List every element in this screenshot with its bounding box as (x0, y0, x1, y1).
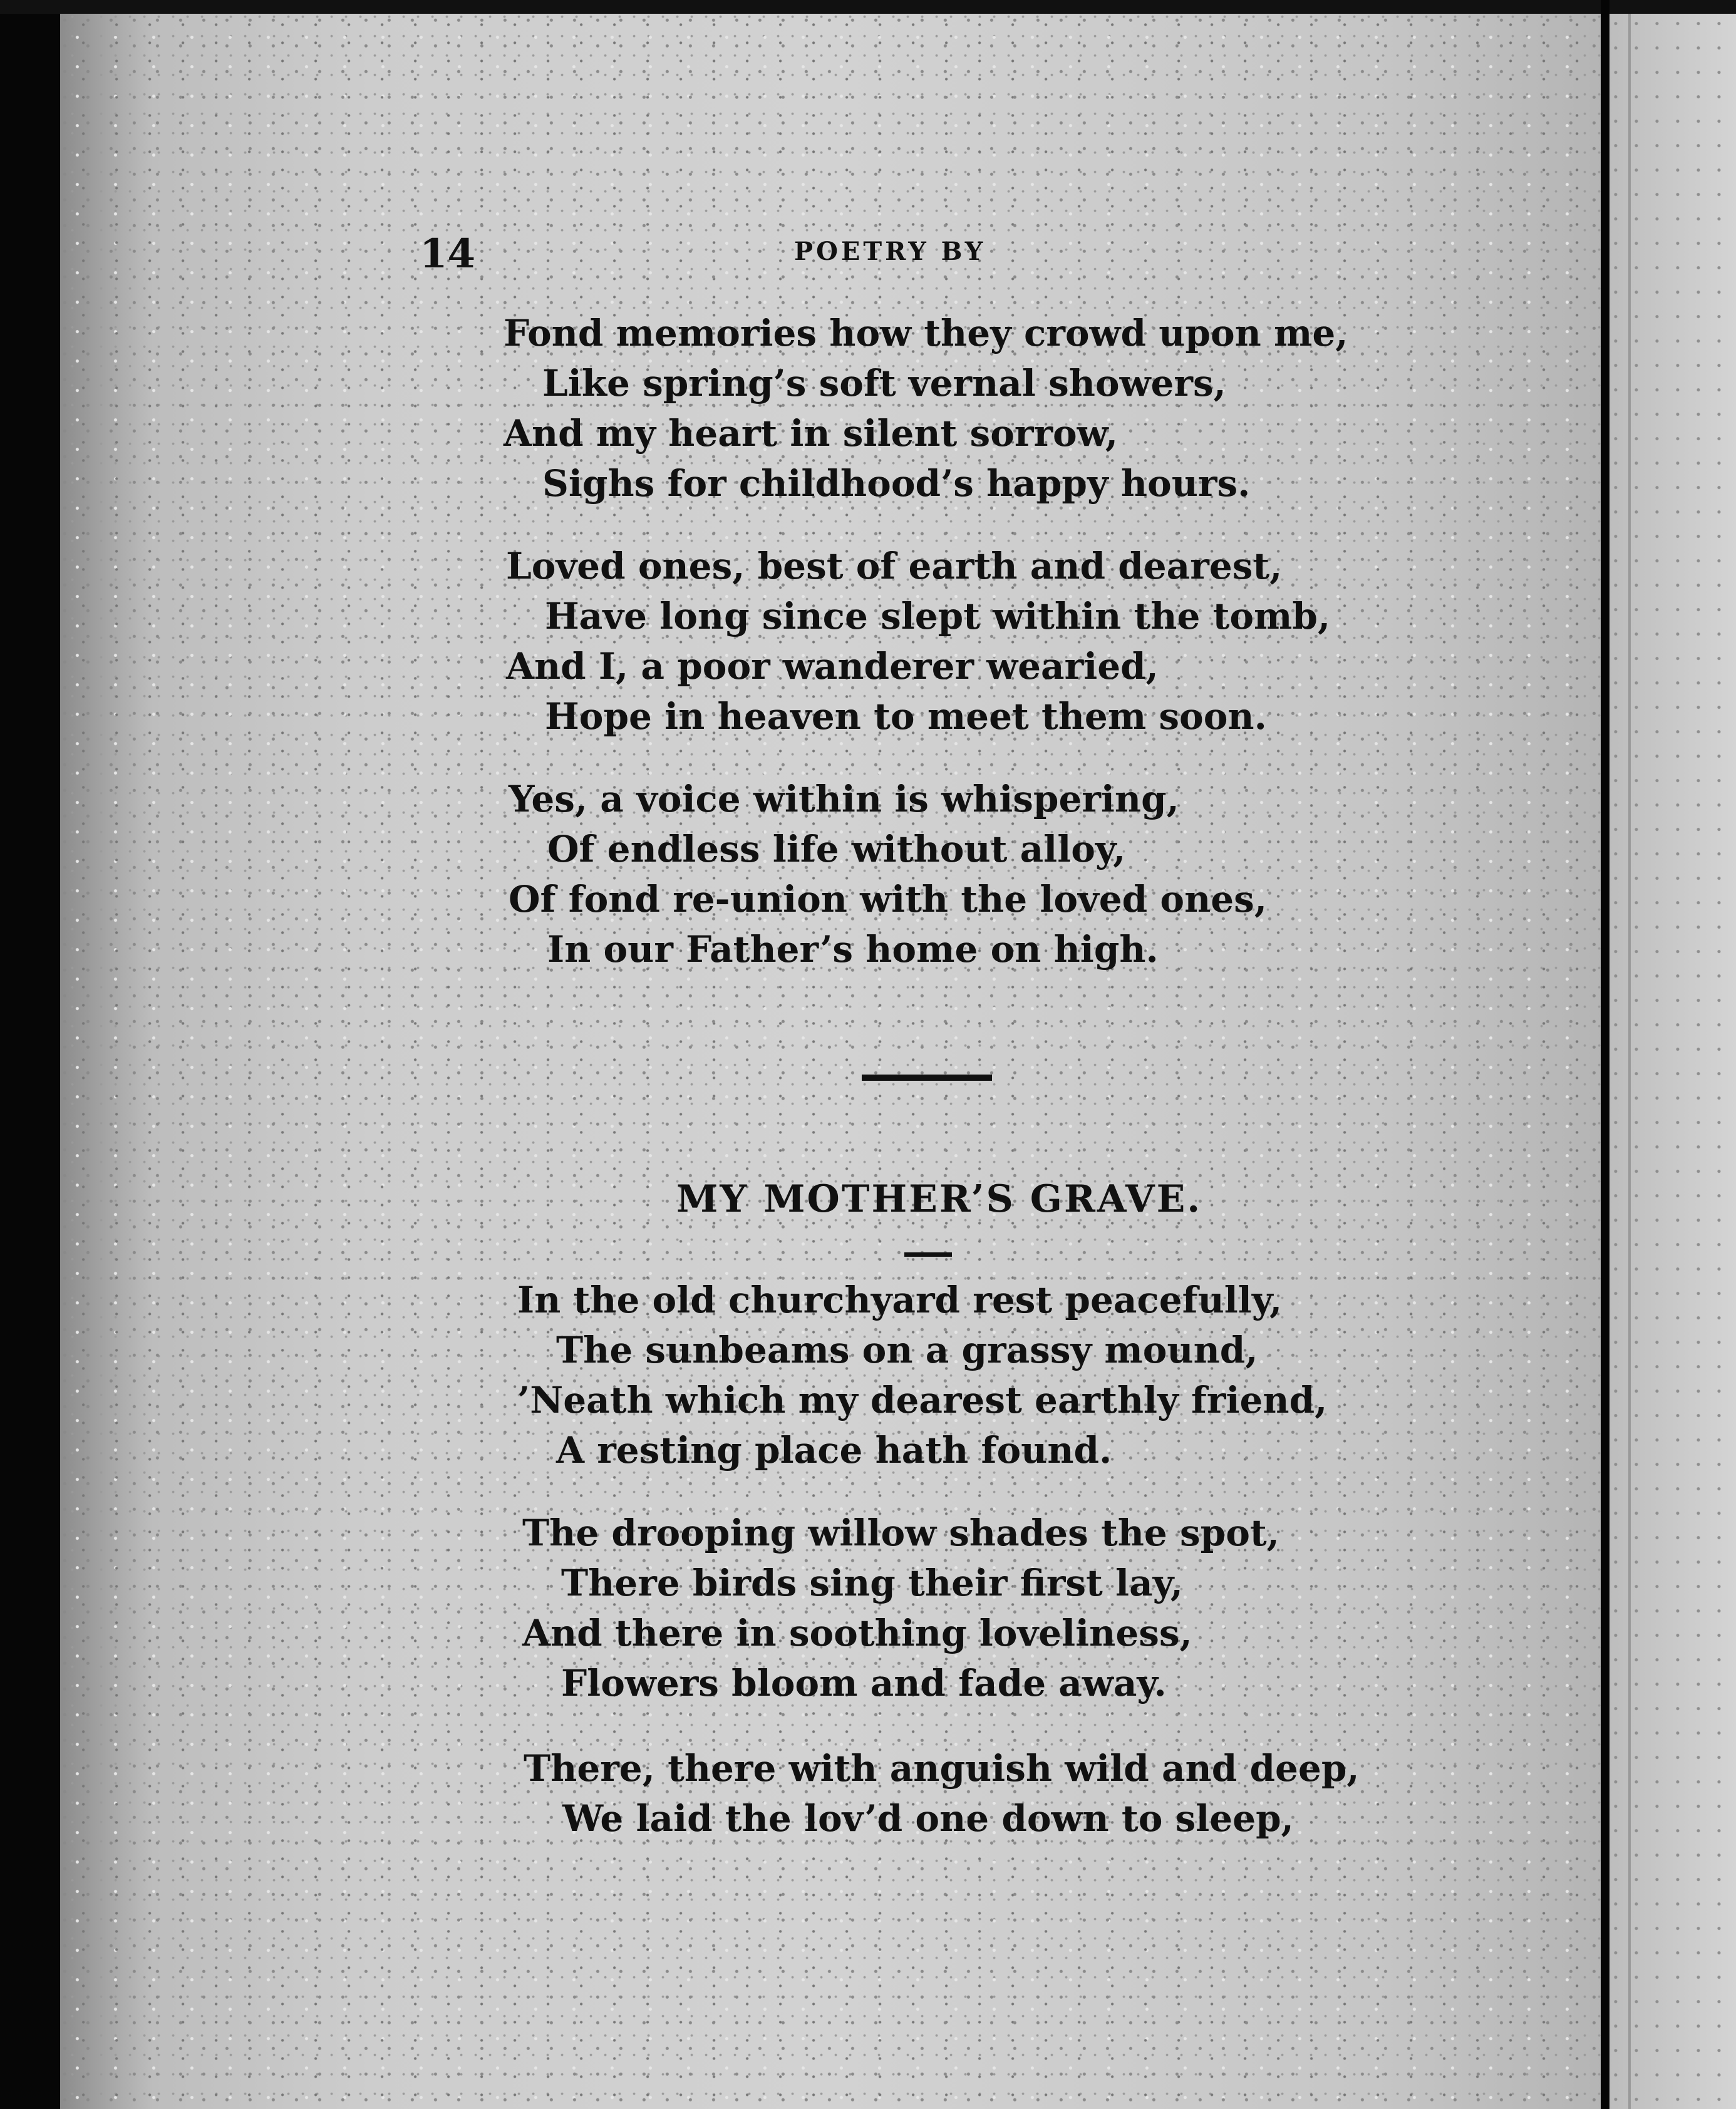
verse-line: Hope in heaven to meet them soon. (545, 695, 1267, 738)
verse-line: Of endless life without alloy, (547, 828, 1126, 870)
verse-line: There birds sing their first lay, (561, 1562, 1183, 1604)
verse-line: Like spring’s soft vernal showers, (542, 362, 1226, 405)
verse-line: There, there with anguish wild and deep, (524, 1747, 1360, 1790)
top-dark-border (0, 0, 1736, 14)
poem-title: MY MOTHER’S GRAVE. (676, 1177, 1202, 1221)
running-header: POETRY BY (794, 237, 986, 266)
stanza (524, 1743, 1360, 1843)
verse-line: Sighs for childhood’s happy hours. (542, 462, 1251, 505)
verse-line: In our Father’s home on high. (547, 928, 1159, 971)
verse-line: And there in soothing loveliness, (522, 1612, 1192, 1654)
verse-line: We laid the lov’d one down to sleep, (562, 1797, 1294, 1840)
facing-page-crease (1628, 14, 1631, 2109)
stanza (517, 1275, 1327, 1475)
stanza (506, 541, 1330, 741)
verse-line: Have long since slept within the tomb, (545, 595, 1331, 637)
verse-line: A resting place hath found. (556, 1429, 1112, 1472)
verse-line: Flowers bloom and fade away. (561, 1662, 1167, 1704)
stanza (522, 1508, 1279, 1708)
verse-line: In the old churchyard rest peacefully, (517, 1279, 1283, 1321)
verse-line: The drooping willow shades the spot, (522, 1512, 1279, 1554)
verse-line: The sunbeams on a grassy mound, (556, 1329, 1258, 1371)
verse-line: ’Neath which my dearest earthly friend, (517, 1379, 1328, 1421)
title-underline-dash (904, 1252, 952, 1257)
verse-line: Loved ones, best of earth and dearest, (506, 545, 1283, 587)
left-dark-margin (0, 0, 60, 2109)
stanza (509, 774, 1267, 974)
verse-line: Of fond re-union with the loved ones, (509, 878, 1268, 920)
verse-line: Yes, a voice within is whispering, (509, 778, 1179, 820)
binding-fold-line (1601, 0, 1609, 2109)
section-divider-rule (862, 1075, 992, 1081)
page-number: 14 (420, 230, 476, 277)
verse-line: Fond memories how they crowd upon me, (504, 312, 1348, 354)
verse-line: And I, a poor wanderer wearied, (506, 645, 1159, 688)
verse-line: And my heart in silent sorrow, (504, 412, 1119, 455)
stanza (504, 308, 1348, 508)
